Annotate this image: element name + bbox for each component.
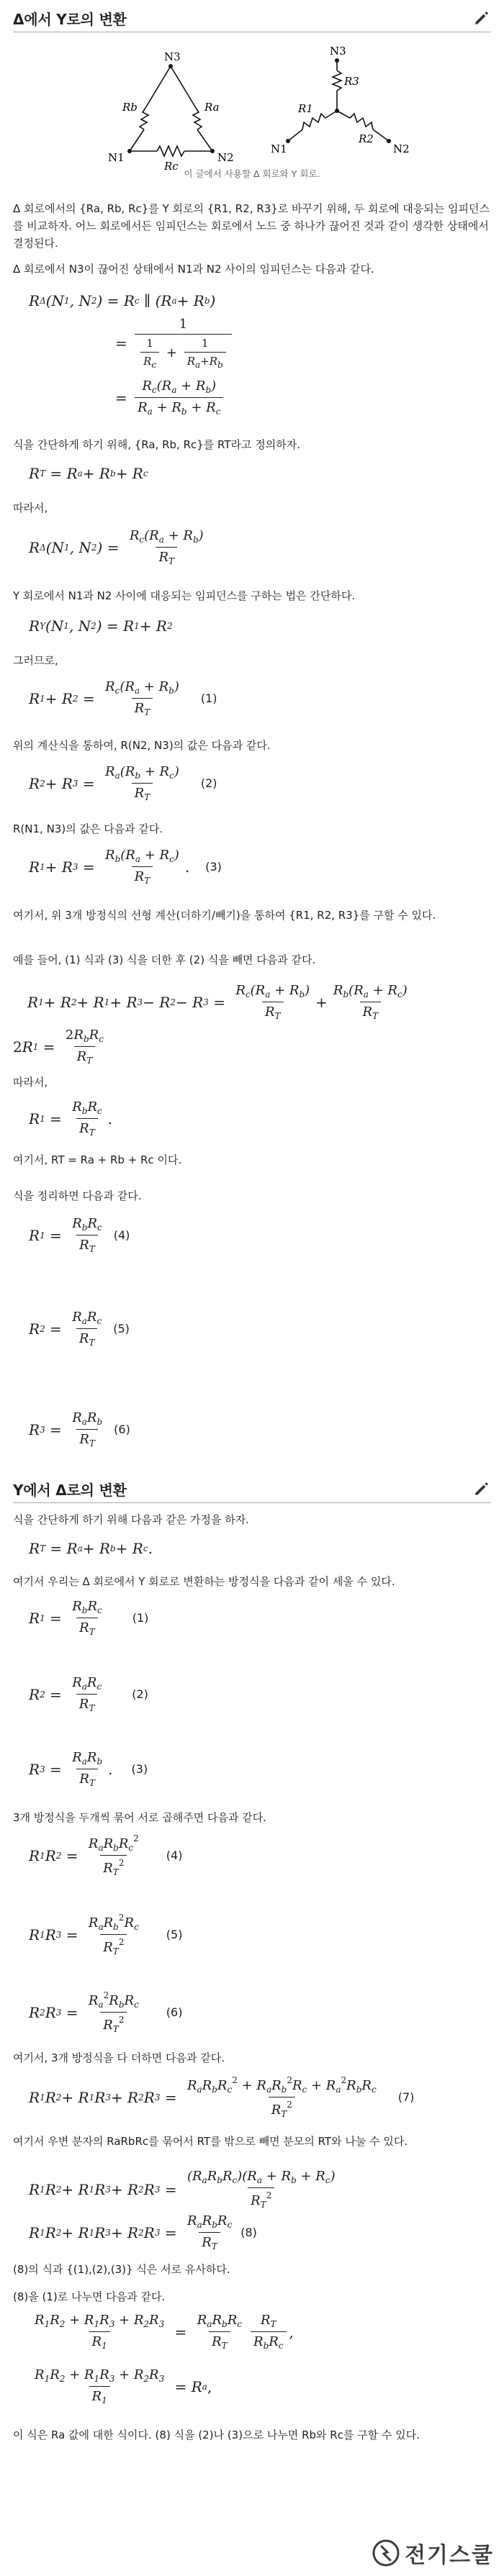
school-logo-icon	[372, 2539, 400, 2567]
edit-pencil-icon[interactable]	[472, 1479, 491, 1498]
para-similar: (8)의 식과 {(1),(2),(3)} 식은 서로 유사하다.	[13, 2263, 230, 2276]
eq-tag-2: (2)	[132, 1687, 148, 1701]
eq2-section2: R 2 = $\frac{R_aR_c}{R_T}$ (2)	[29, 1675, 148, 1713]
eq6-section1: R 3 = $\frac{R_aR_b}{R_T}$ (6)	[29, 1410, 130, 1448]
eq-tag-1: (1)	[200, 691, 217, 705]
para-similarly: 위의 계산식을 통하여, R(N2, N3)의 값은 다음과 같다.	[13, 739, 271, 752]
edit-pencil-icon[interactable]	[472, 9, 491, 27]
eq-tag-3: (3)	[205, 860, 222, 874]
wye-circuit	[288, 60, 389, 141]
eq-divide-1: $\frac{R_1R_2 + R_1R_3 + R_2R_3}{R_1}$ = $\frac{R_aR_bR_c}{R_T}$ $\frac{R_T}{R_bR_c}$ ,	[35, 2313, 294, 2351]
eq-tag-5: (5)	[166, 1928, 183, 1941]
eq-rt-assumption: R T = R a + R b + R c .	[29, 1540, 153, 1557]
section-divider	[13, 1502, 491, 1503]
wide-equation-scroll[interactable]	[13, 980, 490, 1066]
eq4-section1: R 1 = $\frac{R_bR_c}{R_T}$ (4)	[29, 1216, 130, 1254]
eq5-section1: R 2 = $\frac{R_aR_c}{R_T}$ (5)	[29, 1310, 130, 1348]
section-title: Y에서 Δ로의 변환	[13, 1481, 127, 1499]
wye-label-r2: R2	[359, 132, 374, 145]
eq-rt-definition: R T = R a + R b + R c	[29, 465, 148, 482]
eq1-section2: R 1 = $\frac{R_bR_c}{R_T}$ (1)	[29, 1599, 149, 1637]
para-y-side: Y 회로에서 N1과 N2 사이에 대응되는 임피던스를 구하는 법은 간단하다.	[13, 589, 356, 602]
eq-tag-6: (6)	[166, 2005, 183, 2019]
para-cut-node: Δ 회로에서 N3이 끊어진 상태에서 N1과 N2 사이의 임피던스는 다음과 같다.	[13, 263, 374, 276]
delta-node-n2: N2	[217, 151, 234, 164]
eq-factored: R 1 R 2 + R 1 R 3 + R 2 R 3 = $\frac{(R_aR_bR_c)(R_a + R_b + R_c)}{R_T^2}$	[29, 2169, 336, 2210]
eq-r1-result: R 1 = $\frac{R_bR_c}{R_T}$ .	[29, 1099, 113, 1138]
eq3-section2: R 3 = $\frac{R_aR_b}{R_T}$ . (3)	[29, 1750, 148, 1788]
section-title: Δ에서 Y로의 변환	[13, 10, 127, 28]
intro-paragraph: Δ 회로에서의 {Ra, Rb, Rc}를 Y 회로의 {R1, R2, R3}로 바꾸기 위해, 두 회로에 대응되는 임피던스를 비교하자. 어느 회로에서든 임피던스는 회로에서 노드 중 하나가 끊어진 것과 같이 생각한 상태에서 결정된다.	[13, 202, 490, 250]
eq6-section2: R 2 R 3 = $\frac{R_a^2R_bR_c}{R_T^2}$ (6)	[29, 1990, 183, 2034]
eq-delta-impedance-3: = $\frac{R_c(R_a + R_b)}{R_a + R_b + R_c}$	[115, 378, 226, 417]
eq-delta-impedance-2: = 1 $\frac{1}{R_c}$ + $\frac{1}{R_a+R_b}$	[115, 317, 235, 370]
para-multiply: 3개 방정식을 두개씩 묶어 서로 곱해주면 다음과 같다.	[13, 1811, 266, 1824]
eq-tag-4: (4)	[113, 1228, 130, 1242]
eq7-section2: R 1 R 2 + R 1 R 3 + R 2 R 3 = $\frac{R_aR_bR_c^2 + R_aR_b^2R_c + R_a^2R_bR_c}{R_T^2}$ (7)	[29, 2075, 415, 2119]
eq1-section1: R 1 + R 2 = $\frac{R_c(R_a + R_b)}{R_T}$ (1)	[29, 679, 217, 717]
para-system: 여기서 우리는 Δ 회로에서 Y 회로로 변환하는 방정식을 다음과 같이 세울 수 있다.	[13, 1575, 395, 1588]
figure-caption: 이 글에서 사용할 Δ 회로와 Y 회로.	[184, 168, 320, 179]
eq-tag-6: (6)	[114, 1423, 130, 1436]
eq-y-impedance: R Y (N 1 , N 2 ) = R 1 + R 2	[29, 617, 173, 635]
eq2-section1: R 2 + R 3 = $\frac{R_a(R_b + R_c)}{R_T}$ (2)	[29, 764, 217, 802]
eq-tag-5: (5)	[113, 1322, 130, 1335]
eq5-section2: R 1 R 3 = $\frac{R_aR_b^2R_c}{R_T^2}$ (5)	[29, 1913, 183, 1956]
para-organize: 식을 정리하면 다음과 같다.	[13, 1189, 142, 1202]
eq-tag-1: (1)	[132, 1611, 149, 1625]
para-therefore: 따라서,	[13, 502, 48, 514]
circuit-figure	[0, 37, 504, 173]
para-linear: 여기서, 위 3개 방정식의 선형 계산(더하기/빼기)을 통하여 {R1, R2, R3}를 구할 수 있다.	[13, 909, 436, 922]
delta-node-n3: N3	[164, 50, 181, 63]
watermark-text: 전기스쿨	[405, 2543, 494, 2568]
eq3-section1: R 1 + R 3 = $\frac{R_b(R_a + R_c)}{R_T}$ . (3)	[29, 848, 222, 886]
watermark	[372, 2537, 494, 2569]
wye-label-r1: R1	[298, 102, 313, 115]
para-r13: R(N1, N3)의 값은 다음과 같다.	[13, 822, 163, 835]
delta-label-rc: Rc	[164, 160, 179, 173]
eq-tag-2: (2)	[200, 776, 217, 790]
eq-2r1: 2 R 1 = $\frac{2R_bR_c}{R_T}$	[13, 1028, 104, 1066]
para-so: 그러므로,	[13, 654, 58, 667]
wye-node-n3: N3	[330, 45, 346, 58]
section-header-delta-to-y	[13, 6, 491, 30]
wye-node-n2: N2	[393, 142, 410, 155]
wye-label-r3: R3	[344, 75, 359, 88]
delta-circuit	[130, 66, 212, 156]
delta-and-wye-diagram	[0, 37, 504, 173]
para-example: 예를 들어, (1) 식과 (3) 식을 더한 후 (2) 식을 빼면 다음과 같다.	[13, 953, 316, 966]
eq-sum-difference: R 1 + R 2 + R 1 + R 3 − R 2 − R 3 = $\frac{R_c(R_a + R_b)}{R_T}$ + $\frac{R_b(R_a + R_c)}{R_T}$	[27, 983, 408, 1021]
delta-node-n1: N1	[108, 151, 125, 164]
para-divide: (8)을 (1)로 나누면 다음과 같다.	[13, 2290, 166, 2303]
eq4-section2: R 1 R 2 = $\frac{R_aR_bR_c^2}{R_T^2}$ (4)	[29, 1833, 183, 1877]
eq-divide-2: $\frac{R_1R_2 + R_1R_3 + R_2R_3}{R_1}$ = R a ,	[35, 2367, 212, 2405]
para-therefore2: 따라서,	[13, 1076, 48, 1089]
eq-tag-7: (7)	[397, 2090, 415, 2104]
delta-label-ra: Ra	[204, 101, 220, 114]
eq-tag-8: (8)	[240, 2226, 257, 2239]
para-assume: 식을 간단하게 하기 위해 다음과 같은 가정을 하자.	[13, 1513, 249, 1526]
eq-delta-impedance-1: R Δ (N 1 , N 2 ) = R c ∥ (R a + R b )	[29, 292, 216, 309]
eq-tag-4: (4)	[166, 1849, 183, 1862]
section-header-y-to-delta	[13, 1477, 491, 1501]
eq-delta-impedance-rt: R Δ (N 1 , N 2 ) = $\frac{R_c(R_a + R_b)}{R_T}$	[29, 528, 204, 566]
para-factor: 여기서 우변 분자의 RaRbRc를 묶어서 RT를 밖으로 빼면 분모의 RT와 나눌 수 있다.	[13, 2135, 408, 2148]
eq-tag-3: (3)	[131, 1762, 148, 1776]
para-last: 이 식은 Ra 값에 대한 식이다. (8) 식을 (2)나 (3)으로 나누면 Rb와 Rc를 구할 수 있다.	[13, 2428, 420, 2441]
para-where: 여기서, RT = Ra + Rb + Rc 이다.	[13, 1153, 182, 1166]
para-add: 여기서, 3개 방정식을 다 더하면 다음과 같다.	[13, 2051, 225, 2064]
delta-label-rb: Rb	[122, 101, 138, 114]
para-simplify: 식을 간단하게 하기 위해, {Ra, Rb, Rc}를 RT라고 정의하자.	[13, 438, 301, 451]
wye-node-n1: N1	[271, 142, 287, 155]
eq8-section2: R 1 R 2 + R 1 R 3 + R 2 R 3 = $\frac{R_aR_bR_c}{R_T}$ (8)	[29, 2213, 257, 2251]
